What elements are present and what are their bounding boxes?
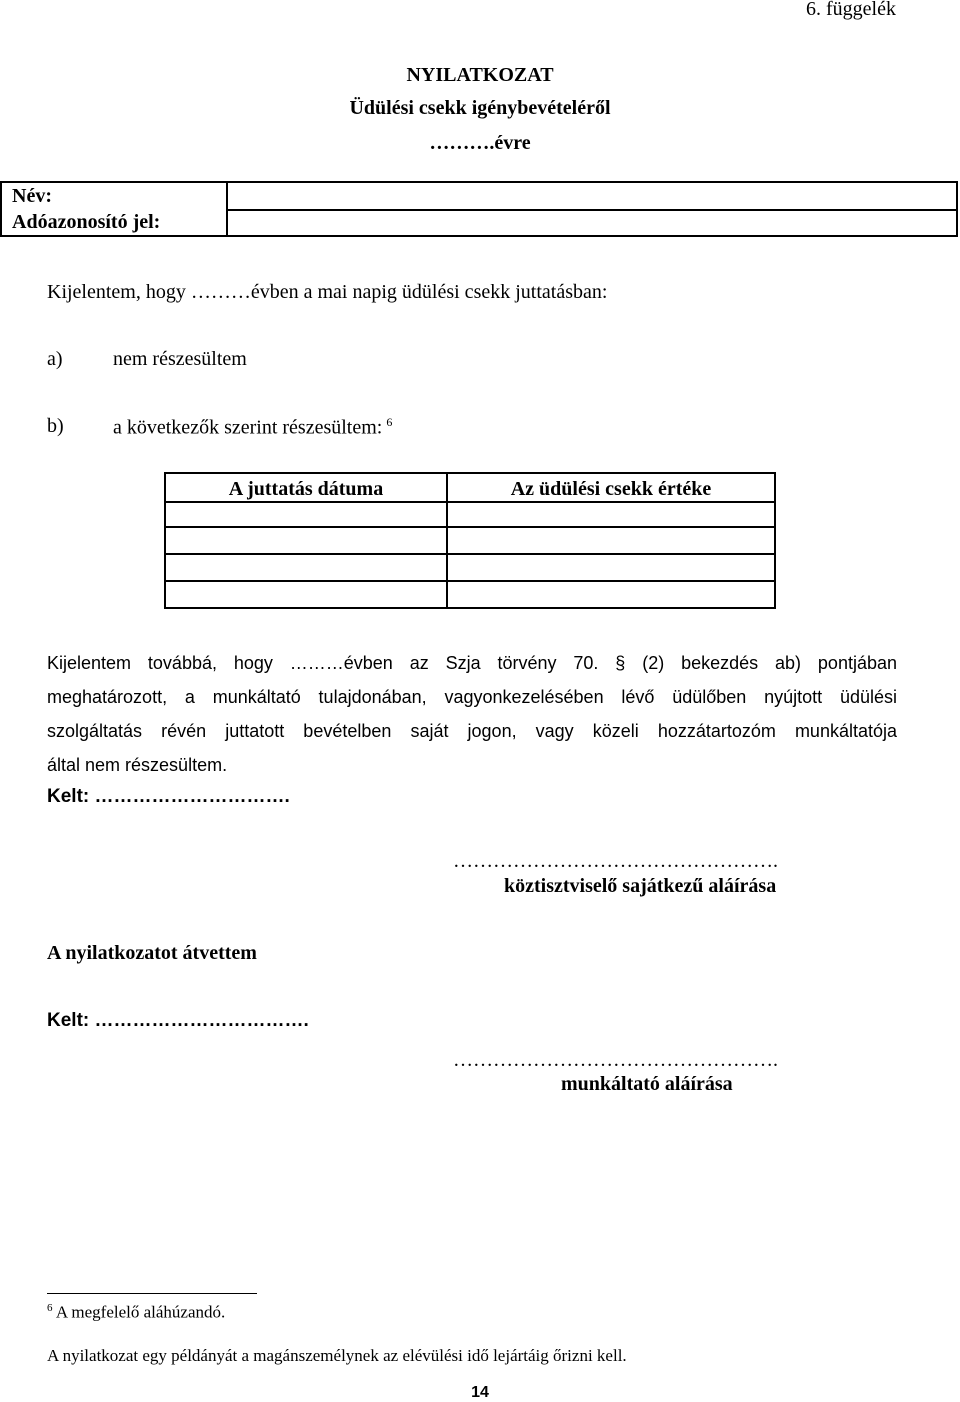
benefit-value-cell[interactable]	[448, 582, 774, 607]
option-b-text	[113, 415, 392, 440]
benefit-date-header: A juttatás dátuma	[228, 478, 384, 500]
footnote-text: A megfelelő aláhúzandó.	[55, 1302, 226, 1322]
statement-line: által nem részesültem.	[47, 755, 228, 775]
document-title: NYILATKOZAT	[406, 64, 554, 86]
page-number: 14	[471, 1384, 489, 1401]
benefit-table	[164, 472, 776, 609]
benefit-date-cell[interactable]	[166, 503, 446, 526]
employee-signature-dots: ………………………………………….	[453, 850, 778, 872]
benefit-value-cell[interactable]	[448, 528, 774, 553]
receipt-heading: A nyilatkozatot átvettem	[47, 942, 257, 964]
declaration-intro: Kijelentem, hogy ………évben a mai napig üdülési csekk juttatásban:	[47, 281, 608, 303]
option-a-label: a)	[47, 348, 63, 370]
footnote-reference: 6	[386, 415, 393, 429]
statement-line: szolgáltatás révén juttatott bevételben saját jogon, vagy közeli hozzátartozóm munkáltatója	[47, 721, 897, 741]
statement-paragraph	[47, 646, 897, 782]
appendix-label: 6. függelék	[806, 0, 896, 20]
statement-line: meghatározott, a munkáltató tulajdonában, vagyonkezelésében lévő üdülőben nyújtott üdülési	[47, 687, 897, 707]
employer-signature-dots: ………………………………………….	[453, 1049, 778, 1071]
benefit-date-cell[interactable]	[166, 528, 446, 553]
option-b-text-main: a következők szerint részesültem:	[113, 416, 383, 439]
statement-line: Kijelentem továbbá, hogy ………évben az Szja törvény 70. § (2) bekezdés ab) pontjában	[47, 653, 897, 673]
tax-id-field[interactable]	[228, 211, 956, 235]
identity-table	[0, 181, 958, 237]
benefit-date-cell[interactable]	[166, 555, 446, 580]
benefit-value-cell[interactable]	[448, 555, 774, 580]
name-label: Név:	[12, 185, 52, 207]
footnote-separator	[47, 1293, 257, 1294]
footnote-number: 6	[47, 1302, 53, 1314]
option-b-label: b)	[47, 415, 64, 437]
document-subtitle: Üdülési csekk igénybevételéről	[349, 97, 611, 119]
option-a-text: nem részesültem	[113, 348, 247, 370]
tax-id-label: Adóazonosító jel:	[12, 211, 161, 233]
benefit-date-cell[interactable]	[166, 582, 446, 607]
benefit-value-cell[interactable]	[448, 503, 774, 526]
year-line: ……….évre	[429, 132, 531, 154]
employee-signature-label: köztisztviselő sajátkezű aláírása	[504, 875, 777, 897]
footnote	[47, 1302, 225, 1323]
identity-labels	[2, 183, 228, 235]
receipt-date-line: Kelt: …………………………….	[47, 1010, 309, 1031]
identity-fields	[228, 183, 956, 235]
retention-note: A nyilatkozat egy példányát a magánszemélynek az elévülési idő lejártáig őrizni kell.	[47, 1346, 627, 1365]
employer-signature-label: munkáltató aláírása	[561, 1073, 733, 1095]
statement-date-line: Kelt: ………………………….	[47, 786, 290, 807]
name-field[interactable]	[228, 183, 956, 211]
benefit-value-header: Az üdülési csekk értéke	[510, 478, 712, 500]
